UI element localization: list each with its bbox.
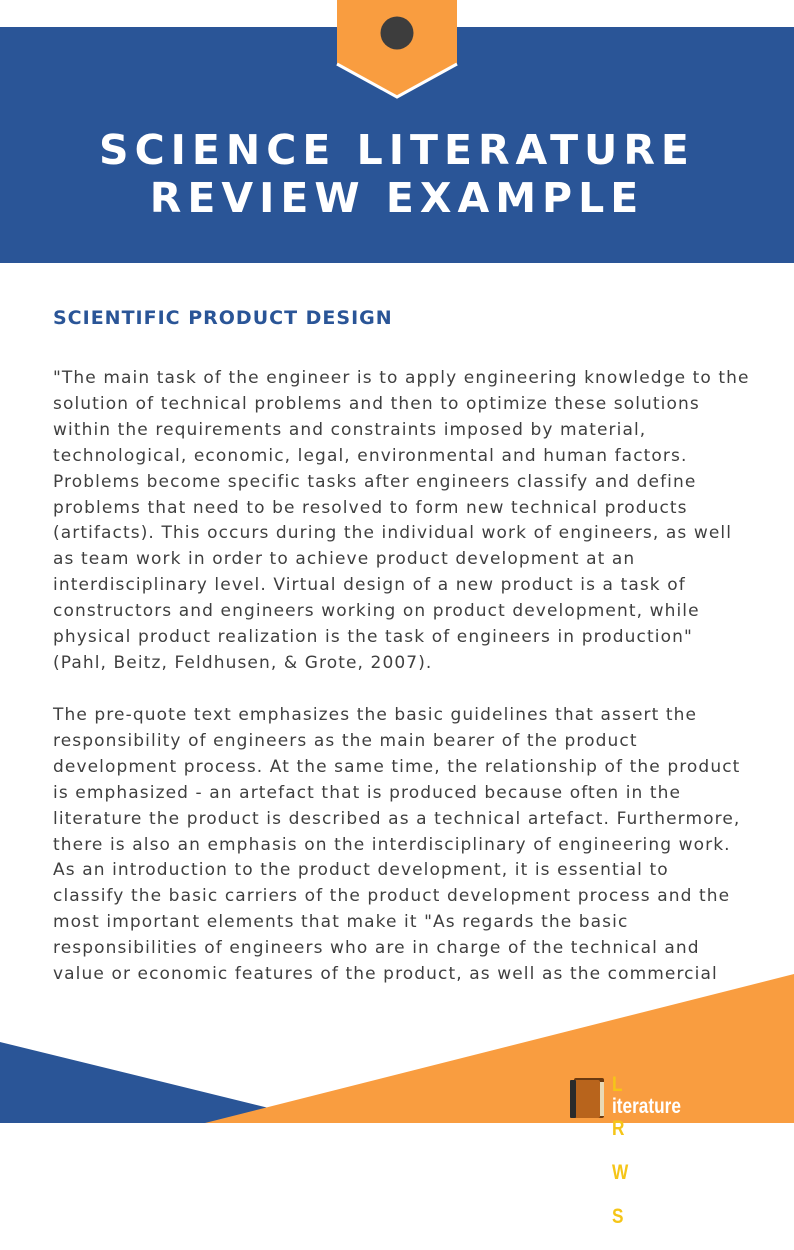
section-heading: SCIENTIFIC PRODUCT DESIGN: [53, 307, 393, 329]
page-title: [0, 126, 794, 222]
text-line: physical product realization is the task of engineers in production": [53, 627, 693, 648]
text-line: constructors and engineers working on product development, while: [53, 601, 700, 622]
text-line: solution of technical problems and then to optimize these solutions: [53, 393, 700, 414]
text-line: value or economic features of the product, as well as the commercial: [53, 964, 718, 985]
logo-line-2: [612, 1162, 702, 1250]
logo: [568, 1073, 790, 1250]
logo-initial: S: [612, 1205, 624, 1228]
text-line: responsibility of engineers as the main bearer of the product: [53, 730, 638, 751]
logo-word: riting: [612, 1183, 656, 1206]
text-line: literature the product is described as a technical artefact. Furthermore,: [53, 808, 741, 829]
paragraph-commentary: [53, 703, 765, 988]
text-line: interdisciplinary level. Virtual design of a new product is a task of: [53, 575, 686, 596]
logo-text: [612, 1074, 702, 1250]
text-line: development process. At the same time, the relationship of the product: [53, 756, 741, 777]
text-line: within the requirements and constraints imposed by material,: [53, 419, 647, 440]
text-line: (Pahl, Beitz, Feldhusen, & Grote, 2007).: [53, 652, 433, 673]
title-line-1: SCIENCE LITERATURE: [99, 126, 695, 174]
text-line: as team work in order to achieve product development at an: [53, 549, 636, 570]
text-line: problems that need to be resolved to form new technical products: [53, 497, 688, 518]
title-line-2: REVIEW EXAMPLE: [149, 174, 645, 222]
text-line: there is also an emphasis on the interdisciplinary of engineering work.: [53, 834, 731, 855]
text-line: classify the basic carriers of the product development process and the: [53, 886, 731, 907]
text-line: (artifacts). This occurs during the individual work of engineers, as well: [53, 523, 733, 544]
book-icon: [568, 1076, 608, 1120]
bookmark-tab: [0, 0, 794, 100]
logo-word: ervice.com: [612, 1227, 702, 1250]
logo-initial: W: [612, 1161, 629, 1184]
text-line: is emphasized - an artefact that is produced because often in the: [53, 782, 682, 803]
book-pages: [600, 1082, 604, 1116]
logo-line-1: [612, 1074, 702, 1162]
logo-initial: R: [612, 1117, 625, 1140]
text-line: The pre-quote text emphasizes the basic guidelines that assert the: [53, 705, 698, 725]
text-line: most important elements that make it "As regards the basic: [53, 912, 629, 933]
book-spine: [570, 1080, 576, 1118]
text-line: Problems become specific tasks after engineers classify and define: [53, 471, 697, 492]
book-cover: [572, 1080, 600, 1118]
paragraph-quote: [53, 366, 765, 677]
text-line: technological, economic, legal, environmental and human factors.: [53, 445, 688, 466]
text-line: "The main task of the engineer is to apply engineering knowledge to the: [53, 368, 750, 388]
dot-icon: [381, 17, 414, 50]
logo-word: iterature: [612, 1095, 681, 1118]
text-line: As an introduction to the product development, it is essential to: [53, 860, 669, 881]
logo-word: eview: [612, 1139, 659, 1162]
logo-initial: L: [612, 1073, 623, 1096]
text-line: responsibilities of engineers who are in charge of the technical and: [53, 938, 700, 959]
